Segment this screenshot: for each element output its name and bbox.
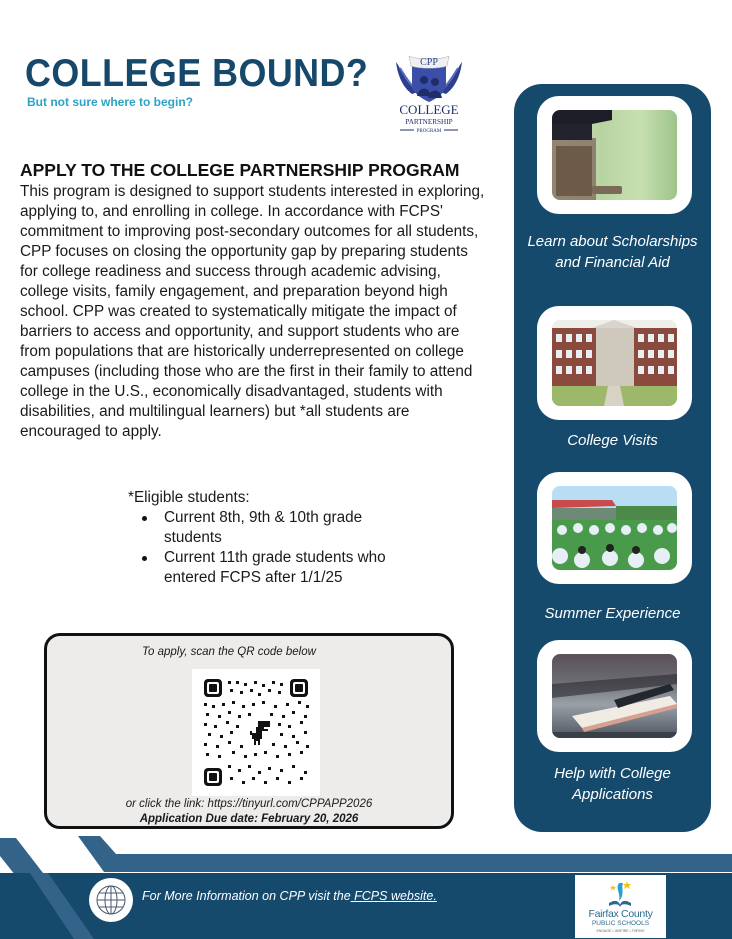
cpp-logo-line2: PARTNERSHIP bbox=[405, 118, 453, 126]
cpp-logo bbox=[392, 52, 466, 137]
application-due-date: Application Due date: February 20, 2026 bbox=[139, 813, 359, 825]
eligibility-section bbox=[128, 488, 418, 588]
services-sidebar bbox=[514, 84, 711, 832]
apply-link[interactable]: or click the link: https://tinyurl.com/CPPAPP2026 bbox=[125, 798, 373, 810]
page-subtitle: But not sure where to begin? bbox=[27, 95, 194, 109]
footer-info bbox=[142, 889, 437, 903]
card-summer-experience[interactable] bbox=[537, 472, 692, 584]
summer-experience-image bbox=[552, 486, 677, 570]
cpp-logo-line1: COLLEGE bbox=[399, 102, 459, 117]
cpp-logo-line3: PROGRAM bbox=[416, 129, 442, 134]
fcps-logo-name: Fairfax County bbox=[588, 908, 653, 920]
college-building-image bbox=[552, 320, 677, 406]
card-college-visits[interactable] bbox=[537, 306, 692, 420]
card-label-summer-experience[interactable]: Summer Experience bbox=[544, 605, 681, 622]
card-label-college-visits[interactable]: College Visits bbox=[567, 432, 658, 449]
scholarships-image bbox=[552, 110, 677, 200]
eligible-item: Current 8th, 9th & 10th grade students bbox=[164, 508, 418, 548]
fcps-logo-tagline: ENGAGE • INSPIRE • THRIVE bbox=[596, 929, 645, 933]
eligible-item: Current 11th grade students who entered FCPS after 1/1/25 bbox=[164, 548, 418, 588]
page-title: COLLEGE BOUND? bbox=[25, 52, 369, 95]
card-label-college-applications[interactable]: Help with College Applications bbox=[554, 765, 671, 803]
card-college-applications[interactable] bbox=[537, 640, 692, 752]
cpp-logo-abbr: CPP bbox=[420, 57, 438, 68]
card-label-scholarships[interactable]: Learn about Scholarships and Financial Aid bbox=[527, 233, 698, 271]
eligible-list bbox=[164, 508, 418, 588]
globe-icon bbox=[89, 878, 133, 922]
footer-text-prefix: For More Information on CPP visit the bbox=[142, 889, 351, 903]
pen-notebook-image bbox=[552, 654, 677, 738]
fcps-website-link[interactable]: FCPS website. bbox=[350, 889, 437, 903]
qr-code[interactable] bbox=[192, 669, 320, 796]
section-heading: APPLY TO THE COLLEGE PARTNERSHIP PROGRAM bbox=[20, 160, 460, 180]
fcps-logo bbox=[575, 875, 666, 938]
card-scholarships[interactable] bbox=[537, 96, 692, 214]
qr-caption: To apply, scan the QR code below bbox=[142, 646, 316, 658]
apply-box bbox=[44, 633, 454, 829]
fcps-logo-sub: PUBLIC SCHOOLS bbox=[591, 920, 650, 927]
eligible-label: *Eligible students: bbox=[128, 489, 250, 506]
program-description: This program is designed to support students interested in exploring, applying to, and enrolling in college. In accordance with FCPS' commitment to improving post-secondary outcomes for all students, CPP focuses on closing the opportunity gap by preparing students for college readiness and success through academic advising, college visits, family engagement, and preparation beyond high school. CPP was created to systematically mitigate the impact of barriers to access and opportunity, and support students who are from populations that are historically underrepresented on college campuses (including those who are the first in their family to attend college in the U.S., economically disadvantaged, students with disabilities, and multilingual learners) but *all students are encouraged to apply. bbox=[20, 183, 485, 440]
